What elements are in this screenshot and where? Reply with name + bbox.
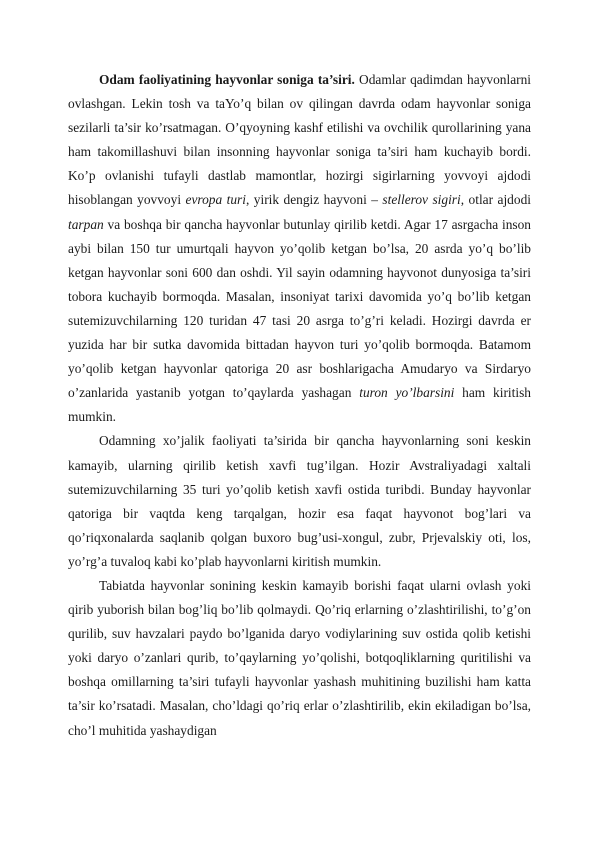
paragraph-1-text-c: , otlar ajdodi — [460, 192, 531, 208]
document-page — [68, 68, 531, 743]
paragraph-1-text-e: ham kiritish mumkin. — [68, 385, 531, 425]
section-heading: Odam faoliyatining hayvonlar soniga ta’siri. — [99, 72, 355, 87]
paragraph-1-text-b: , yirik dengiz hayvoni – — [245, 192, 383, 208]
italic-term-turon-yolbarsi: turon yo’lbarsini — [359, 385, 455, 401]
italic-term-tarpan: tarpan — [68, 216, 104, 232]
paragraph-1 — [68, 68, 531, 429]
paragraph-1-text-a: Odamlar qadimdan hayvonlarni ovlashgan. Lekin tosh va taYo’q bilan ov qilingan davrda odam hayvonlar soniga sezilarli ta’sir ko’rsatmagan. O’qyoyning kashf etilishi va ovchilik qurollarining yana ham takomillashuvi bilan insonning hayvonlar soniga ta’siri ham kuchayib bordi. Ko’p ovlanishi tufayli dastlab mamontlar, hozirgi sigirlarning yovvoyi ajdodi hisoblangan yovvoyi — [68, 72, 532, 208]
paragraph-2: Odamning xo’jalik faoliyati ta’sirida bir qancha hayvonlarning soni keskin kamayib, ularning qirilib ketish xavfi tug’ilgan. Hozir Avstraliyadagi xaltali sutemizuvchilarning 35 turi yo’qolib ketish xavfi ostida turibdi. Bunday hayvonlar qatoriga bir vaqtda keng tarqalgan, hozir esa faqat hayvonot bog’lari va qo’riqxonalarda saqlanib qolgan buxoro bug’usi-xongul, zubr, Prjevalskiy oti, los, yo’rg’a tuvaloq kabi ko’plab hayvonlarni kiritish mumkin. — [68, 433, 531, 569]
paragraph-1-text-d: va boshqa bir qancha hayvonlar butunlay qirilib ketdi. Agar 17 asrgacha inson aybi bilan 150 tur umurtqali hayvon yo’qolib ketgan bo’lsa, 20 asrda yo’q bo’lib ketgan hayvonlar soni 600 dan oshdi. Yil sayin odamning hayvonot dunyosiga ta’siri tobora kuchayib bormoqda. Masalan, insoniyat tarixi davomida yo’q bo’lib ketgan sutemizuvchilarning 120 turidan 47 tasi 20 asrga to’g’ri keladi. Hozirgi davrda er yuzida har bir sutka davomida bittadan hayvon turi yo’qolib bormoqda. Batamom yo’qolib ketgan hayvonlar qatoriga 20 asr boshlarigacha Amudaryo va Sirdaryo o’zanlarida yastanib yotgan to’qaylarda yashagan — [68, 216, 531, 401]
paragraph-3: Tabiatda hayvonlar sonining keskin kamayib borishi faqat ularni ovlash yoki qirib yuborish bilan bog’liq bo’lib qolmaydi. Qo’riq erlarning o’zlashtirilishi, to’g’on qurilib, suv havzalari paydo bo’lganida daryo vodiylarining suv ostida qolib ketishi yoki daryo o’zanlari qurib, to’qaylarning yo’qolishi, botqoqliklarning quritilishi va boshqa omillarning ta’siri tufayli hayvonlar yashash muhitining buzilishi ham katta ta’sir ko’rsatadi. Masalan, cho’ldagi qo’riq erlar o’zlashtirilib, ekin ekiladigan bo’lsa, cho’l muhitida yashaydigan — [68, 577, 531, 738]
italic-term-stellerov-sigiri: stellerov sigiri — [382, 192, 461, 208]
italic-term-evropa-turi: evropa turi — [185, 192, 246, 208]
